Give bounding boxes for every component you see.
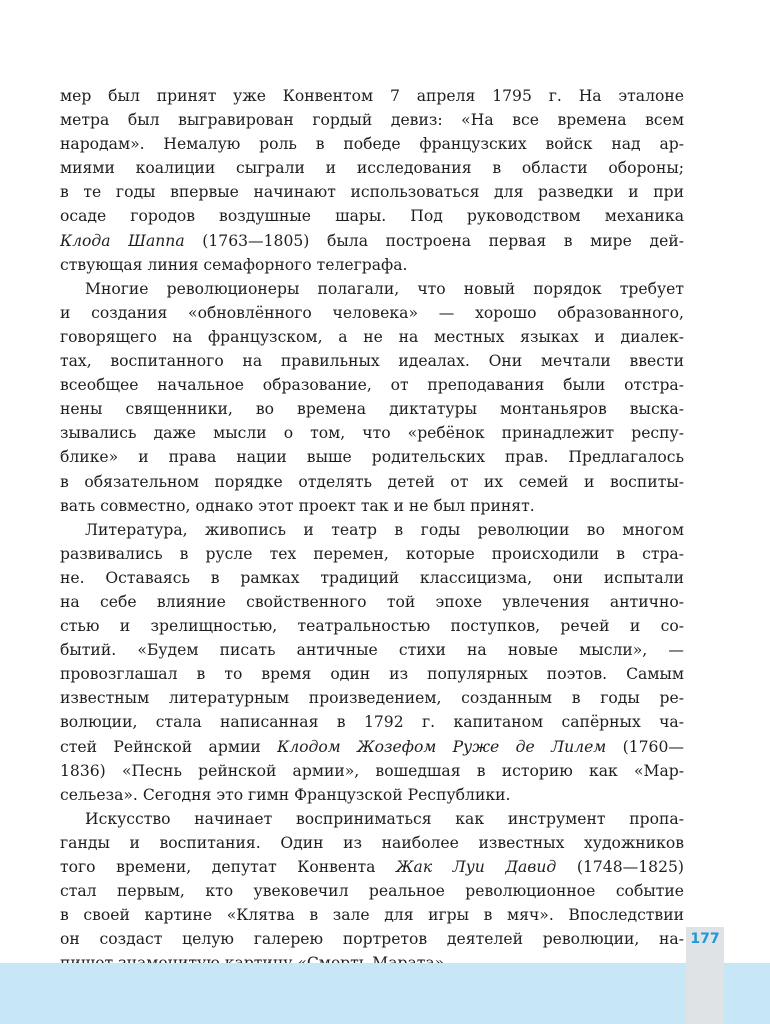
italic-name: Жак Луи Давид [396,858,557,876]
text-line [60,590,684,614]
text-line [60,855,684,879]
text-run: стал первым, кто увековечил реальное революционное событие [60,882,684,901]
text-run: метра был выгравирован гордый девиз: «На все времена всем [60,111,684,130]
text-run: провозглашал в то время один из популярных поэтов. Самым [60,665,684,684]
text-line [60,132,684,156]
text-line [60,445,684,469]
footer-band [0,963,770,1024]
text-run: (1760— [606,737,684,756]
text-line [60,542,684,566]
text-run: в своей картине «Клятва в зале для игры в мяч». Впоследствии [60,906,684,925]
text-run: зывались даже мысли о том, что «ребёнок принадлежит респу- [60,424,684,443]
text-run: стей Рейнской армии [60,737,278,756]
text-line [60,180,684,204]
text-run: народам». Немалую роль в победе французских войск над ар- [60,135,684,154]
text-line [60,301,684,325]
text-line [60,470,684,494]
text-run: нены священники, во времена диктатуры монтаньяров выска- [60,400,684,419]
text-line [60,614,684,638]
text-run: миями коалиции сыграли и исследования в области обороны; [60,159,684,178]
text-line [60,518,684,542]
text-run: того времени, депутат Конвента [60,858,396,876]
italic-name: Клода Шаппа [60,231,185,250]
text-line [60,84,684,108]
text-run: в те годы впервые начинают использоваться для разведки и при [60,183,684,202]
text-run: тах, воспитанного на правильных идеалах. Они мечтали ввести [60,352,684,371]
text-line [60,373,684,397]
text-line [60,662,684,686]
text-run: (1748—1825) [556,858,684,876]
text-run: волюции, стала написанная в 1792 г. капитаном сапёрных ча- [60,713,684,732]
text-run: говорящего на французском, а не на местных языках и диалек- [60,327,684,346]
text-run: ганды и воспитания. Один из наиболее известных художников [60,833,684,852]
text-line [60,253,684,277]
paragraph [60,807,684,976]
text-run: Искусство начинает восприниматься как инструмент пропа- [85,809,684,828]
text-line [60,879,684,903]
text-line [60,397,684,421]
text-run: Многие революционеры полагали, что новый порядок требует [85,279,684,298]
text-run: всеобщее начальное образование, от преподавания были отстра- [60,376,684,395]
paragraph [60,277,684,518]
text-line [60,807,684,831]
text-line [60,349,684,373]
text-run: на себе влияние свойственного той эпохе увлечения антично- [60,592,684,611]
text-run: развивались в русле тех перемен, которые происходили в стра- [60,544,684,563]
italic-name: Клодом Жозефом Руже де Лилем [277,737,607,756]
text-run: ствующая линия семафорного телеграфа. [60,255,408,274]
text-run: Литература, живопись и театр в годы революции во многом [85,520,684,539]
text-run: он создаст целую галерею портретов деятелей революции, на- [60,930,684,949]
paragraph [60,84,684,277]
text-line [60,927,684,951]
text-line [60,710,684,734]
text-run: в обязательном порядке отделять детей от их семей и воспиты- [60,472,684,491]
text-run: блике» и права нации выше родительских прав. Предлагалось [60,448,684,467]
text-run: осаде городов воздушные шары. Под руководством механика [60,207,684,226]
text-run: не. Оставаясь в рамках традиций классицизма, они испытали [60,568,684,587]
page-number: 177 [690,931,720,947]
text-run: стью и зрелищностью, театральностью поступков, речей и со- [60,617,684,636]
text-line [60,566,684,590]
text-line [60,783,684,807]
text-line [60,686,684,710]
text-run: сельеза». Сегодня это гимн Французской Республики. [60,785,511,804]
text-line [60,735,684,759]
text-line [60,229,684,253]
text-run: и создания «обновлённого человека» — хорошо образованного, [60,303,684,322]
text-line [60,156,684,180]
text-line [60,325,684,349]
text-run: бытий. «Будем писать античные стихи на новые мысли», — [60,641,684,660]
text-run: известным литературным произведением, созданным в годы ре- [60,689,684,708]
text-line [60,638,684,662]
text-line [60,831,684,855]
text-line [60,204,684,228]
text-run: 1836) «Песнь рейнской армии», вошедшая в историю как «Мар- [60,761,684,780]
text-line [60,277,684,301]
text-line [60,421,684,445]
text-run: вать совместно, однако этот проект так и не был принят. [60,496,535,515]
paragraph [60,518,684,807]
text-run: (1763—1805) была построена первая в мире дей- [184,231,684,250]
text-run: мер был принят уже Конвентом 7 апреля 1795 г. На эталоне [60,87,684,105]
text-line [60,903,684,927]
text-line [60,494,684,518]
page-body-text [60,84,684,975]
text-line [60,759,684,783]
text-line [60,108,684,132]
